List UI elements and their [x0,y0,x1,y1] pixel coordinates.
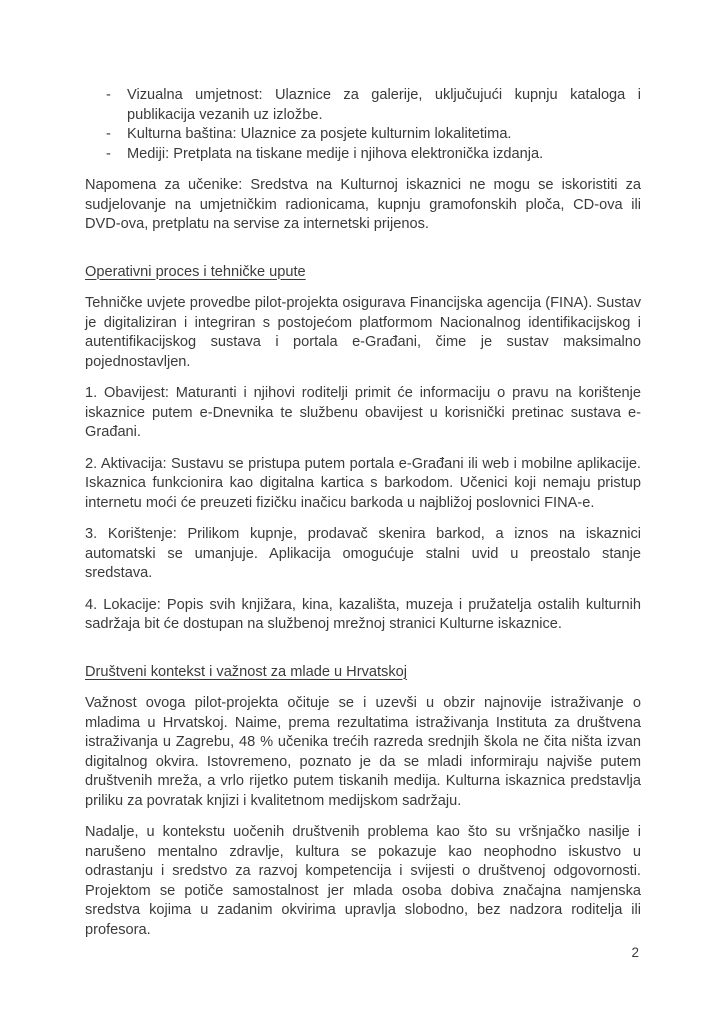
social-context-paragraph-research: Važnost ovoga pilot-projekta očituje se i uzevši u obzir najnovije istraživanje o mladima u Hrvatskoj. Naime, prema rezultatima istraživanja Instituta za društvena istraživanja u Zagrebu, 48 % učenika trećih razreda srednjih škola ne čita ništa izvan digitalnog okvira. Istovremeno, poznato je da se mladi informiraju najviše putem društvenih mreža, a vrlo rijetko putem tiskanih medija. Kulturna iskaznica predstavlja priliku za povratak knjizi i kvalitetnom medijskom sadržaju. [85,695,641,809]
step-paragraph-obavijest: 1. Obavijest: Maturanti i njihovi roditelji primit će informaciju o pravu na korištenje iskaznice putem e-Dnevnika te službenu obavijest u korisnički pretinac sustava e-Građani. [85,385,641,440]
section-heading-operational [85,263,641,283]
step-paragraph-koristenje: 3. Korištenje: Prilikom kupnje, prodavač skenira barkod, a iznos na iskaznici automatski se umanjuje. Aplikacija omogućuje stalni uvid u preostalo stanje sredstava. [85,526,641,581]
social-context-paragraph-problems: Nadalje, u kontekstu uočenih društvenih problema kao što su vršnjačko nasilje i narušeno mentalno zdravlje, kultura se pokazuje kao neophodno iskustvo u odrastanju i sredstvo za razvoj kompetencija i svijesti o društvenoj odgovornosti. Projektom se potiče samostalnost jer mlada osoba dobiva značajna namjenska sredstva kojima u zadanim okvirima upravlja slobodno, bez nadzora roditelja ili profesora. [85,824,641,938]
list-item-text: Kulturna baština: Ulaznice za posjete kulturnim lokalitetima. [127,126,512,142]
dash-bullet-marker: - [106,87,111,103]
section-heading-text: Društveni kontekst i važnost za mlade u Hrvatskoj [85,663,408,680]
list-item [85,125,641,145]
page-number: 2 [631,944,639,960]
dash-bullet-marker: - [106,145,111,162]
section-heading-text: Operativni proces i tehničke upute [85,263,306,280]
list-item [85,86,641,125]
note-paragraph: Napomena za učenike: Sredstva na Kulturnoj iskaznici ne mogu se iskoristiti za sudjelovanje na umjetničkim radionicama, kupnju gramofonskih ploča, CD-ova ili DVD-ova, pretplatu na servise za internetski prijenos. [85,177,641,232]
step-paragraph-lokacije: 4. Lokacije: Popis svih knjižara, kina, kazališta, muzeja i pružatelja ostalih kulturnih sadržaja bit će dostupan na službenoj mrežnoj stranici Kulturne iskaznice. [85,596,641,632]
document-body [85,86,641,952]
section-heading-social-context [85,663,641,683]
step-paragraph-aktivacija: 2. Aktivacija: Sustavu se pristupa putem portala e-Građani ili web i mobilne aplikacije. Iskaznica funkcionira kao digitalna kartica s barkodom. Učenici koji nemaju pristup internetu moći će preuzeti fizičku inačicu barkoda u najbližoj poslovnici FINA-e. [85,455,641,511]
allowed-uses-bullet-list [85,86,641,164]
list-item-text: Vizualna umjetnost: Ulaznice za galerije, uključujući kupnju kataloga i publikacija vezanih uz izložbe. [127,87,641,123]
dash-bullet-marker: - [106,126,111,142]
list-item-text: Mediji: Pretplata na tiskane medije i njihova elektronička izdanja. [127,145,544,162]
list-item [85,145,641,165]
operational-intro-paragraph: Tehničke uvjete provedbe pilot-projekta osigurava Financijska agencija (FINA). Sustav je digitaliziran i integriran s postojećom platformom Nacionalnog identifikacijskog i autentifikacijskog sustava i portala e-Građani, čime je sustav maksimalno pojednostavljen. [85,295,641,370]
